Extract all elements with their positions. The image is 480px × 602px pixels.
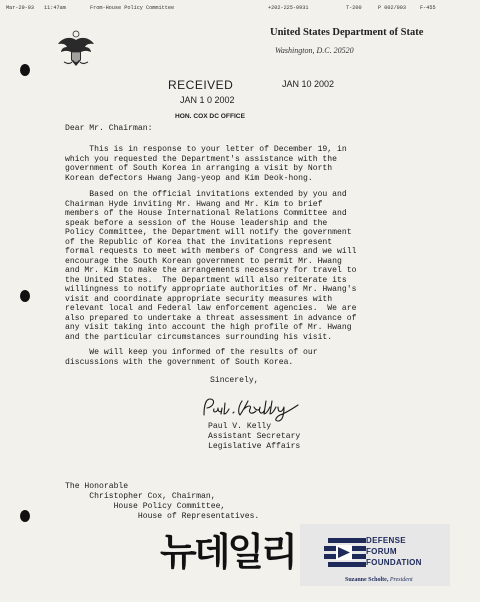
addressee-block: [65, 482, 259, 522]
dff-line-forum: FORUM: [366, 547, 397, 556]
fax-time: 11:47am: [44, 5, 66, 11]
addressee-line: Christopher Cox, Chairman,: [65, 492, 216, 501]
paragraph-line: Korean defectors Hwang Jang-yeop and Kim Deok-hong.: [65, 173, 313, 183]
letter-date: JAN 10 2002: [282, 79, 335, 89]
paragraph-line: willingness to notify appropriate authorities of Mr. Hwang's: [65, 285, 357, 294]
paragraph-line: and the particular circumstances surrounding his visit.: [65, 332, 333, 342]
fax-phone: +202-225-0931: [268, 5, 309, 11]
paragraph-line: Policy Committee, the Department will notify the government: [65, 228, 352, 237]
received-stamp: RECEIVED: [168, 78, 234, 92]
newdaily-watermark-logo: [160, 529, 320, 587]
paragraph-line: any visit taking into account the high profile of Mr. Hwang: [65, 323, 352, 332]
paragraph-2: [65, 190, 410, 342]
paragraph-line: Chairman Hyde inviting Mr. Hwang and Mr. Kim to brief: [65, 199, 323, 209]
signer-name: Paul V. Kelly: [208, 422, 272, 431]
received-stamp-office: HON. COX DC OFFICE: [175, 113, 245, 120]
paragraph-line: visit and coordinate appropriate security measures with: [65, 294, 333, 304]
addressee-line: House Policy Committee,: [65, 502, 226, 511]
received-stamp-date: JAN 1 0 2002: [180, 95, 235, 105]
dff-arrow-stripes-icon: [324, 536, 366, 568]
paragraph-line: We will keep you informed of the results of our: [65, 348, 318, 357]
addressee-line: The Honorable: [65, 482, 129, 491]
eagle-seal-icon: [56, 30, 96, 70]
paragraph-line: of the Republic of Korea that the invitations represent: [65, 237, 333, 247]
paragraph-line: members of the House International Relations Committee and: [65, 209, 347, 218]
paragraph-line: the United States. The Department will also reiterate its: [65, 275, 347, 285]
paragraph-line: discussions with the government of South Korea.: [65, 357, 294, 367]
paragraph-1: [65, 145, 410, 183]
dff-signer-title: President: [389, 577, 413, 583]
department-city: Washington, D.C. 20520: [275, 46, 354, 55]
paragraph-line: government of South Korea in arranging a visit by North: [65, 164, 333, 173]
handwritten-signature: [198, 393, 306, 423]
fax-tnum: T-200: [346, 5, 362, 11]
signer-title: Assistant Secretary: [208, 432, 301, 441]
paragraph-line: relevant local and Federal law enforcement agencies. We are: [65, 304, 357, 313]
dff-line-defense: DEFENSE: [366, 536, 406, 545]
fax-from: From-House Policy Committee: [90, 5, 175, 11]
fax-date: Mar-29-03: [6, 5, 35, 11]
punch-hole: [20, 510, 30, 522]
punch-hole: [20, 290, 30, 302]
paragraph-line: speak before a session of the House leadership and the: [65, 218, 328, 228]
punch-hole: [20, 64, 30, 76]
paragraph-3: [65, 348, 410, 367]
paragraph-line: and Mr. Kim to make the arrangements necessary for travel to: [65, 266, 357, 275]
fax-pages: P 002/003: [378, 5, 407, 11]
dff-signer-name: Suzanne Scholte,: [345, 577, 389, 583]
paragraph-line: encourage the South Korean government to permit Mr. Hwang: [65, 256, 342, 266]
paragraph-line: Based on the official invitations extended by you and: [65, 190, 347, 199]
closing: Sincerely,: [210, 376, 259, 385]
dff-signer: [345, 577, 413, 583]
salutation: Dear Mr. Chairman:: [65, 124, 153, 133]
paragraph-line: which you requested the Department's assistance with the: [65, 154, 337, 164]
department-name: United States Department of State: [270, 27, 424, 38]
signature-block: [208, 422, 300, 452]
paragraph-line: This is in response to your letter of December 19, in: [65, 145, 347, 154]
fax-fnum: F-455: [420, 5, 436, 11]
paragraph-line: also prepared to undertake a threat assessment in advance of: [65, 313, 357, 323]
paragraph-line: formal requests to meet with members of Congress and we will: [65, 247, 357, 256]
addressee-line: House of Representatives.: [65, 512, 260, 521]
signer-office: Legislative Affairs: [208, 442, 301, 451]
dff-line-foundation: FOUNDATION: [366, 558, 422, 567]
newdaily-logo-text: 뉴데일리: [160, 530, 295, 574]
